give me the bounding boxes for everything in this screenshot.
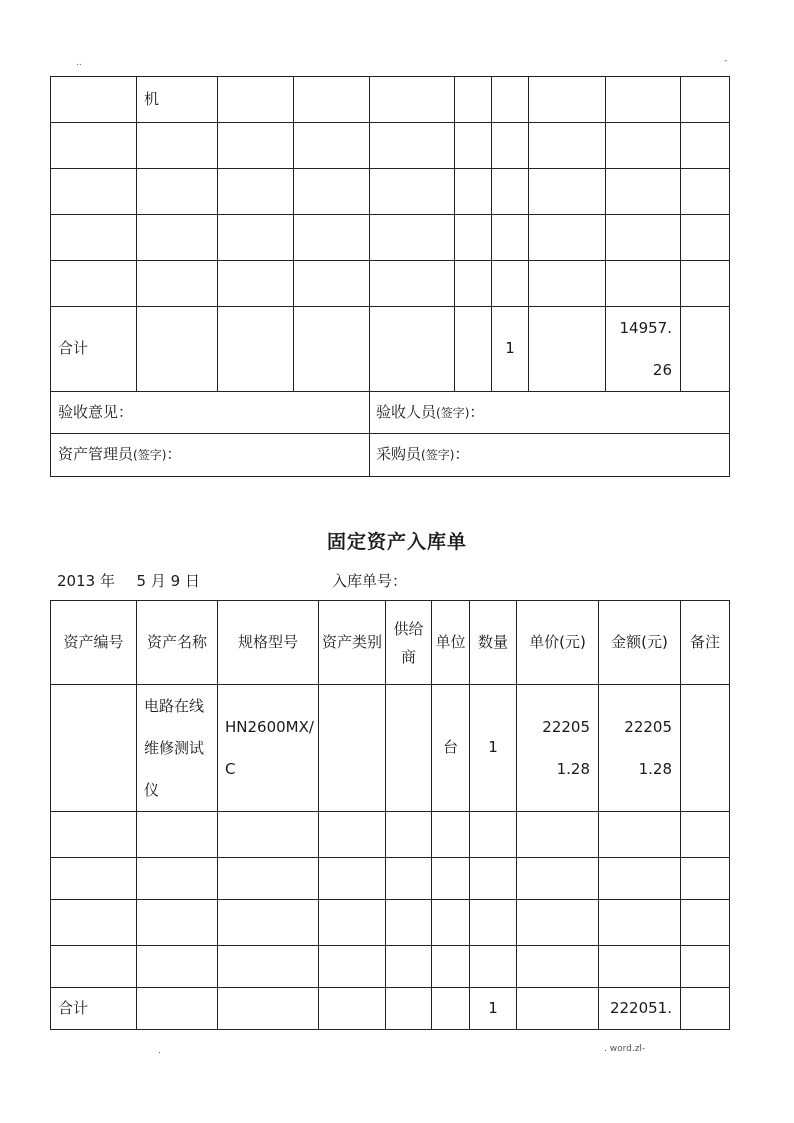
table-row [51,169,730,215]
top-asset-table [50,76,730,477]
item-quantity: 1 [470,685,517,812]
item-unit-price: 222051.28 [517,685,599,812]
date-day-unit: 日 [185,572,201,590]
date-year: 2013 [57,572,96,590]
header-asset-name: 资产名称 [137,601,218,685]
table-row [51,946,730,988]
receipt-number-label: 入库单号： [332,572,408,590]
total-amount: 222051. [599,988,681,1030]
footer-right-mark: . word.zl- [604,1044,646,1054]
item-row [51,685,730,812]
header-asset-no: 资产编号 [51,601,137,685]
header-unit-price: 单价(元) [517,601,599,685]
asset-name-cell: 机 [137,77,218,123]
date-month-unit: 月 [150,572,166,590]
signature-row-1 [51,392,730,434]
signature-row-2 [51,434,730,477]
item-unit: 台 [432,685,470,812]
purchaser-sign-note: (签字) [421,448,455,463]
total-row [51,988,730,1030]
table-row [51,123,730,169]
form-date [57,570,200,591]
header-quantity: 数量 [470,601,517,685]
total-row [51,307,730,392]
purchaser-colon: ： [454,445,470,464]
asset-manager-sign-note: (签字) [133,448,167,463]
item-amount: 222051.28 [599,685,681,812]
asset-manager-label: 资产管理员 [58,445,134,464]
header-remark: 备注 [681,601,730,685]
date-month: 5 [136,572,147,590]
footer-left-mark: . [158,1046,161,1056]
header-category: 资产类别 [319,601,386,685]
form-title: 固定资产入库单 [326,531,467,553]
inspector-sign-note: (签字) [436,405,470,420]
acceptance-opinion-label: 验收意见： [58,402,134,421]
header-amount: 金额(元) [599,601,681,685]
header-left-mark: .. [76,58,82,68]
total-quantity: 1 [492,307,529,392]
table-row [51,215,730,261]
inspector-colon: ： [469,402,485,421]
table-row [51,858,730,900]
table-row [51,900,730,946]
header-model: 规格型号 [218,601,319,685]
item-name: 电路在线维修测试仪 [137,685,218,812]
date-year-unit: 年 [99,572,115,590]
purchaser-label: 采购员 [376,445,422,464]
header-supplier: 供给商 [386,601,432,685]
date-day: 9 [170,572,181,590]
header-right-mark: - [724,56,728,66]
header-row [51,601,730,685]
inspector-label: 验收人员 [376,402,437,421]
item-model: HN2600MX/C [218,685,319,812]
total-amount: 14957.26 [606,307,681,392]
asset-manager-colon: ： [166,445,182,464]
total-label: 合计 [51,988,137,1030]
table-row [51,812,730,858]
total-quantity: 1 [470,988,517,1030]
asset-entry-table [50,600,730,1030]
table-row [51,261,730,307]
header-unit: 单位 [432,601,470,685]
table-row [51,77,730,123]
total-label: 合计 [51,307,137,392]
